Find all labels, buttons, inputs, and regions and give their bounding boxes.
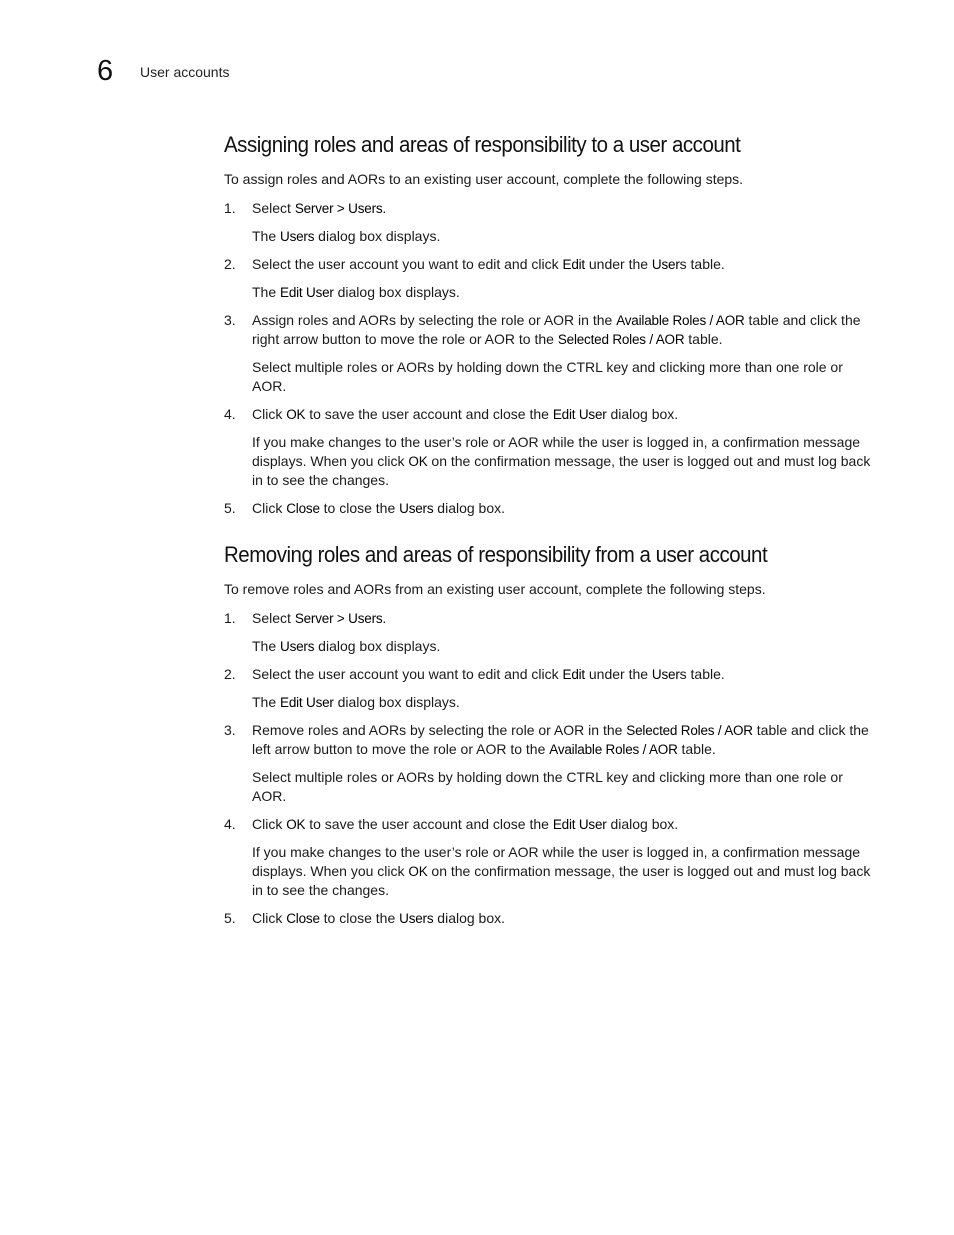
ui-term: Available Roles / AOR bbox=[616, 313, 745, 328]
text-run: s table. bbox=[679, 666, 725, 682]
step-result bbox=[252, 637, 874, 656]
step-number: 4. bbox=[224, 406, 236, 422]
ui-term: Users bbox=[280, 639, 315, 654]
text-run: to close the bbox=[319, 910, 400, 926]
text-run: Assign roles and AORs by selecting the role or AOR in the bbox=[252, 312, 617, 328]
text-run: If you make changes to the user’s role or AOR while the user is logged in, a confirmation message displays. When you click bbox=[252, 434, 861, 469]
steps-list bbox=[224, 609, 874, 928]
step-text bbox=[252, 721, 874, 759]
step-text bbox=[252, 255, 874, 274]
text-run: dialog box. bbox=[433, 910, 506, 926]
section-intro: To remove roles and AORs from an existing user account, complete the following steps. bbox=[224, 581, 766, 597]
text-run: The bbox=[252, 638, 281, 654]
text-run: dialog box. bbox=[433, 500, 506, 516]
text-run: dialog box displays. bbox=[314, 638, 441, 654]
section-assigning bbox=[224, 130, 874, 518]
text-run: on the confirmation message, the user is logged out and must log back in to see the changes. bbox=[252, 863, 871, 898]
text-run: Click bbox=[252, 910, 287, 926]
text-run: table. bbox=[684, 331, 723, 347]
ui-term: OK bbox=[408, 864, 428, 879]
text-run: Click bbox=[252, 406, 287, 422]
step-text bbox=[252, 311, 874, 349]
ui-term: Available Roles / AOR bbox=[549, 742, 678, 757]
ui-term: User bbox=[651, 257, 680, 272]
text-run: s table. bbox=[679, 256, 725, 272]
step-item bbox=[224, 255, 874, 302]
text-run: Select the user account you want to edit and click bbox=[252, 256, 563, 272]
step-number: 5. bbox=[224, 500, 236, 516]
ui-term: Server > Users bbox=[294, 201, 383, 216]
step-result bbox=[252, 843, 874, 900]
step-item bbox=[224, 665, 874, 712]
step-number: 1. bbox=[224, 610, 236, 626]
ui-term: OK bbox=[286, 817, 306, 832]
ui-term: Users bbox=[399, 911, 434, 926]
text-run: table and click the right arrow button to move the role or AOR to the bbox=[252, 312, 861, 347]
step-text bbox=[252, 665, 874, 684]
step-text bbox=[252, 199, 874, 218]
step-item bbox=[224, 609, 874, 656]
step-result bbox=[252, 433, 874, 490]
step-item bbox=[224, 499, 874, 518]
step-number: 1. bbox=[224, 200, 236, 216]
step-result bbox=[252, 693, 874, 712]
step-number: 2. bbox=[224, 256, 236, 272]
ui-term: Selected Roles / AOR bbox=[557, 332, 685, 347]
page-content bbox=[224, 130, 874, 937]
text-run: The bbox=[252, 284, 281, 300]
step-item bbox=[224, 909, 874, 928]
steps-list bbox=[224, 199, 874, 518]
section-heading: Assigning roles and areas of responsibility to a user account bbox=[224, 132, 741, 157]
text-run: Select multiple roles or AORs by holding down the CTRL key and clicking more than one role or AOR. bbox=[252, 769, 843, 804]
text-run: Click bbox=[252, 816, 287, 832]
text-run: dialog box. bbox=[606, 406, 679, 422]
text-run: Remove roles and AORs by selecting the role or AOR in the bbox=[252, 722, 627, 738]
step-item bbox=[224, 815, 874, 900]
section-heading: Removing roles and areas of responsibility from a user account bbox=[224, 542, 768, 567]
step-item bbox=[224, 311, 874, 396]
text-run: Select the user account you want to edit and click bbox=[252, 666, 563, 682]
ui-term: Edit User bbox=[280, 695, 334, 710]
section-removing bbox=[224, 540, 874, 928]
text-run: on the confirmation message, the user is logged out and must log back in to see the changes. bbox=[252, 453, 871, 488]
step-number: 4. bbox=[224, 816, 236, 832]
ui-term: Edit User bbox=[552, 817, 607, 832]
ui-term: Selected Roles / AOR bbox=[626, 723, 753, 738]
ui-term: Edit bbox=[562, 667, 585, 682]
text-run: . bbox=[382, 200, 387, 216]
ui-term: Close bbox=[286, 501, 320, 516]
text-run: dialog box displays. bbox=[314, 228, 441, 244]
ui-term: OK bbox=[286, 407, 306, 422]
step-result bbox=[252, 283, 874, 302]
text-run: Select bbox=[252, 610, 295, 626]
ui-term: User bbox=[651, 667, 680, 682]
text-run: table. bbox=[677, 741, 716, 757]
text-run: dialog box. bbox=[606, 816, 679, 832]
step-number: 2. bbox=[224, 666, 236, 682]
ui-term: Edit User bbox=[552, 407, 607, 422]
section-intro: To assign roles and AORs to an existing user account, complete the following steps. bbox=[224, 171, 744, 187]
text-run: Select bbox=[252, 200, 295, 216]
ui-term: Close bbox=[286, 911, 320, 926]
text-run: to close the bbox=[319, 500, 400, 516]
ui-term: Server > Users bbox=[294, 611, 383, 626]
step-number: 3. bbox=[224, 722, 236, 738]
step-item bbox=[224, 405, 874, 490]
step-result bbox=[252, 358, 874, 396]
step-text bbox=[252, 815, 874, 834]
ui-term: Users bbox=[399, 501, 434, 516]
text-run: to save the user account and close the bbox=[305, 816, 553, 832]
step-item bbox=[224, 199, 874, 246]
ui-term: OK bbox=[408, 454, 428, 469]
text-run: under the bbox=[584, 666, 652, 682]
chapter-number: 6 bbox=[97, 55, 114, 87]
text-run: Select multiple roles or AORs by holding down the CTRL key and clicking more than one role or AOR. bbox=[252, 359, 843, 394]
text-run: under the bbox=[584, 256, 652, 272]
step-text bbox=[252, 909, 874, 928]
step-text bbox=[252, 609, 874, 628]
step-text bbox=[252, 405, 874, 424]
text-run: to save the user account and close the bbox=[305, 406, 553, 422]
text-run: If you make changes to the user’s role or AOR while the user is logged in, a confirmation message displays. When you click bbox=[252, 844, 861, 879]
step-result bbox=[252, 768, 874, 806]
step-text bbox=[252, 499, 874, 518]
step-number: 3. bbox=[224, 312, 236, 328]
text-run: The bbox=[252, 228, 281, 244]
text-run: dialog box displays. bbox=[333, 284, 460, 300]
text-run: . bbox=[382, 610, 387, 626]
step-number: 5. bbox=[224, 910, 236, 926]
step-result bbox=[252, 227, 874, 246]
chapter-title: User accounts bbox=[140, 64, 230, 80]
text-run: The bbox=[252, 694, 281, 710]
ui-term: Edit User bbox=[280, 285, 334, 300]
text-run: table and click the left arrow button to move the role or AOR to the bbox=[252, 722, 869, 757]
step-item bbox=[224, 721, 874, 806]
text-run: dialog box displays. bbox=[333, 694, 460, 710]
ui-term: Users bbox=[280, 229, 315, 244]
ui-term: Edit bbox=[562, 257, 585, 272]
text-run: Click bbox=[252, 500, 287, 516]
